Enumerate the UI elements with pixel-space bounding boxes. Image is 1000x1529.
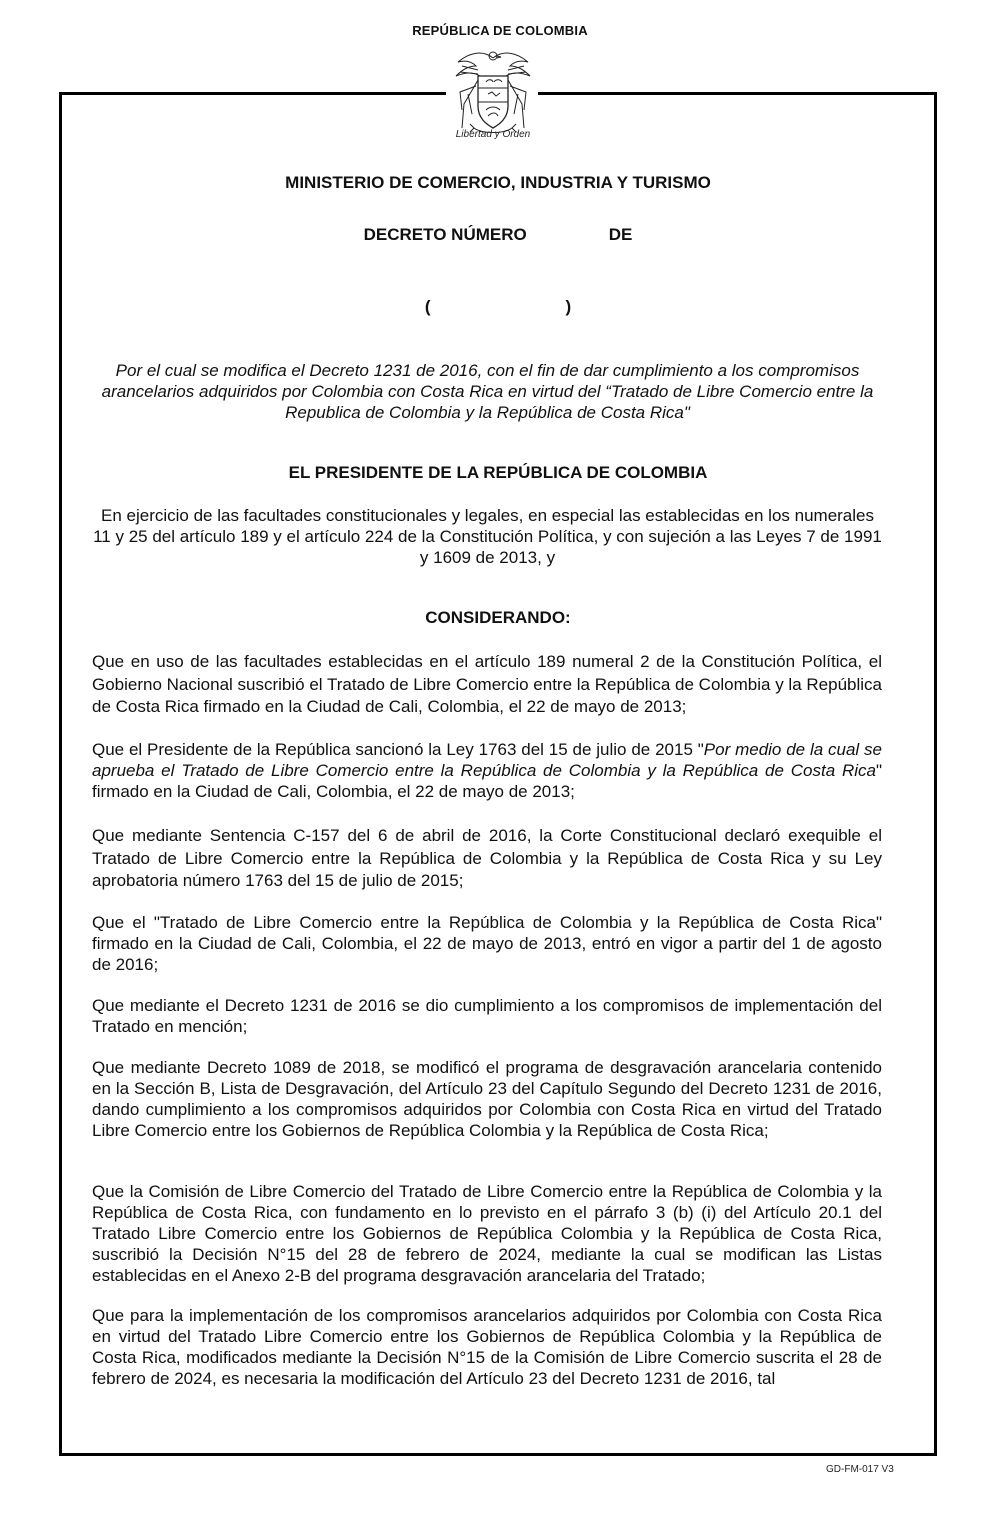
decree-number-line bbox=[59, 225, 937, 245]
considering-paragraph-2 bbox=[92, 739, 882, 802]
decree-date-line bbox=[59, 297, 937, 317]
decree-subject: Por el cual se modifica el Decreto 1231 de 2016, con el fin de dar cumplimiento a los compromisos arancelarios adquiridos por Colombia con Costa Rica en virtud del “Tratado de Libre Comercio entre la Republica de Colombia y la República de Costa Rica" bbox=[101, 361, 874, 422]
powers-paragraph: En ejercicio de las facultades constitucionales y legales, en especial las establecidas en los numerales 11 y 25 del artículo 189 y el artículo 224 de la Constitución Política, y con sujeción a las Leyes 7 de 1991 y 1609 de 2013, y bbox=[93, 506, 882, 567]
considering-paragraph-7: Que la Comisión de Libre Comercio del Tratado de Libre Comercio entre la República de Colombia y la República de Costa Rica, con fundamento en lo previsto en el párrafo 3 (b) (i) del Artículo 20.1 del Tratado Libre Comercio entre los Gobiernos de República Colombia y la República de Costa Rica, suscribió la Decisión N°15 del 28 de febrero de 2024, mediante la cual se modifican las Listas establecidas en el Anexo 2-B del programa desgravación arancelaria del Tratado; bbox=[92, 1182, 882, 1285]
paragraph-2-start: Que el Presidente de la República sancionó la Ley 1763 del 15 de julio de 2015 " bbox=[92, 740, 704, 759]
paragraph-2-law-title: Por medio de la cual se aprueba el Tratado de Libre Comercio entre la República de Colombia y la República de Costa Rica bbox=[92, 740, 883, 780]
ministry-heading: MINISTERIO DE COMERCIO, INDUSTRIA Y TURISMO bbox=[285, 173, 711, 192]
considering-paragraph-4: Que el "Tratado de Libre Comercio entre la República de Colombia y la República de Costa Rica" firmado en la Ciudad de Cali, Colombia, el 22 de mayo de 2013, entró en vigor a partir del 1 de agosto de 2016; bbox=[92, 913, 882, 974]
decree-label: DECRETO NÚMERO bbox=[363, 225, 527, 244]
open-paren: ( bbox=[424, 297, 431, 316]
considering-paragraph-5: Que mediante el Decreto 1231 de 2016 se dio cumplimiento a los compromisos de implementación del Tratado en mención; bbox=[92, 996, 882, 1036]
considering-paragraph-1: Que en uso de las facultades establecidas en el artículo 189 numeral 2 de la Constitución Política, el Gobierno Nacional suscribió el Tratado de Libre Comercio entre la República de Colombia y la República de Costa Rica firmado en la Ciudad de Cali, Colombia, el 22 de mayo de 2013; bbox=[92, 652, 882, 716]
considering-paragraph-6: Que mediante Decreto 1089 de 2018, se modificó el programa de desgravación arancelaria contenido en la Sección B, Lista de Desgravación, del Artículo 23 del Capítulo Segundo del Decreto 1231 de 2016, dando cumplimiento a los compromisos adquiridos por Colombia con Costa Rica en virtud del Tratado Libre Comercio entre los Gobiernos de República Colombia y la República de Costa Rica; bbox=[92, 1058, 882, 1140]
decree-de-label: DE bbox=[608, 225, 633, 244]
considering-paragraph-3: Que mediante Sentencia C-157 del 6 de abril de 2016, la Corte Constitucional declaró exequible el Tratado de Libre Comercio entre la República de Colombia y la República de Costa Rica y su Ley aprobatoria número 1763 del 15 de julio de 2015; bbox=[92, 826, 882, 890]
paragraph-2-end: " firmado en la Ciudad de Cali, Colombia, el 22 de mayo de 2013; bbox=[92, 761, 882, 801]
country-title: REPÚBLICA DE COLOMBIA bbox=[412, 23, 588, 38]
form-code: GD-FM-017 V3 bbox=[826, 1464, 894, 1475]
coat-of-arms-motto: Libertad y Orden bbox=[455, 129, 531, 140]
president-heading: EL PRESIDENTE DE LA REPÚBLICA DE COLOMBIA bbox=[288, 463, 708, 482]
considering-heading: CONSIDERANDO: bbox=[425, 608, 571, 627]
close-paren: ) bbox=[565, 297, 572, 316]
considering-paragraph-8: Que para la implementación de los compromisos arancelarios adquiridos por Colombia con Costa Rica en virtud del Tratado Libre Comercio entre los Gobiernos de República Colombia y la República de Costa Rica, modificados mediante la Decisión N°15 de la Comisión de Libre Comercio suscrita el 28 de febrero de 2024, es necesaria la modificación del Artículo 23 del Decreto 1231 de 2016, tal bbox=[92, 1306, 882, 1388]
